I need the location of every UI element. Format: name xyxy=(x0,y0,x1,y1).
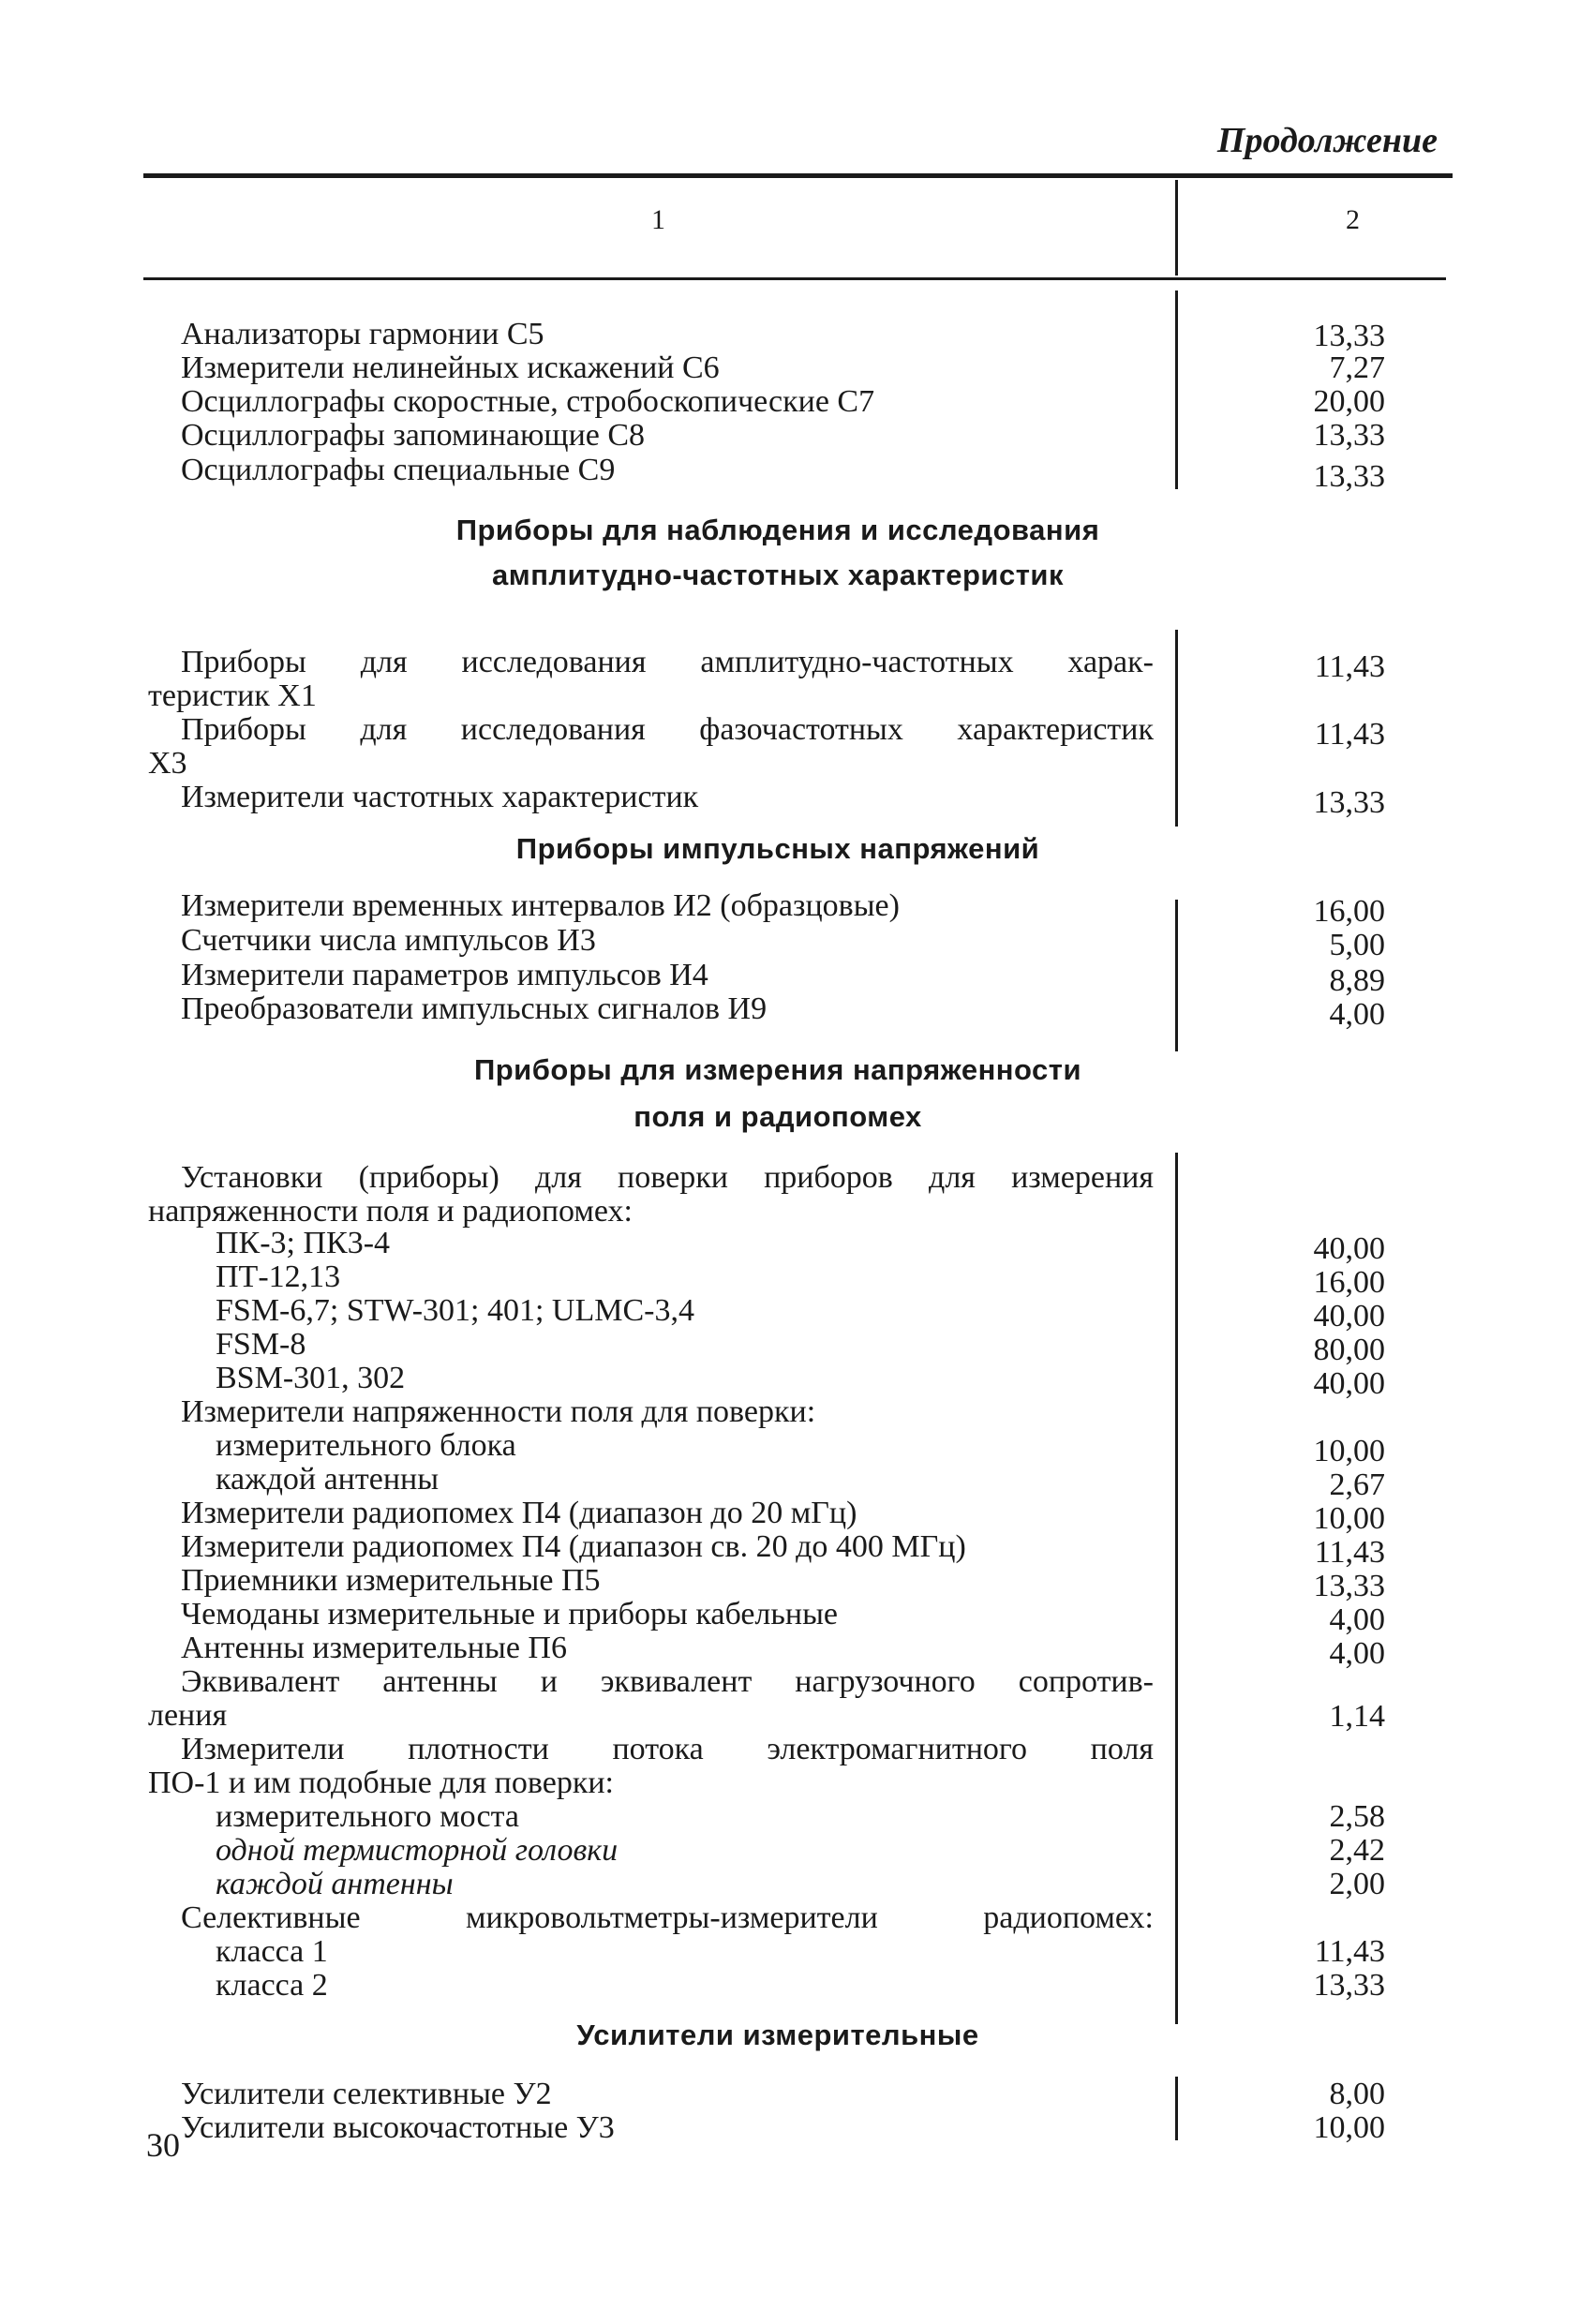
row-text: одной термисторной головки xyxy=(216,1833,619,1868)
row-text: теристик Х1 xyxy=(148,678,317,713)
column-divider xyxy=(1175,1153,1178,2024)
row-value: 2,58 xyxy=(1329,1799,1385,1834)
section-title: амплитудно-частотных характеристик xyxy=(492,559,1064,591)
row-value: 2,42 xyxy=(1329,1833,1385,1868)
row-value: 13,33 xyxy=(1313,319,1385,353)
row-text: Измерители радиопомех П4 (диапазон до 20 мГц) xyxy=(181,1496,857,1530)
row-value: 13,33 xyxy=(1313,785,1385,820)
row-text: FSM-6,7; STW-301; 401; ULMC-3,4 xyxy=(216,1293,694,1328)
row-value: 80,00 xyxy=(1313,1333,1385,1367)
row-value: 13,33 xyxy=(1313,459,1385,494)
row-text: класса 2 xyxy=(216,1968,328,2003)
row-value: 11,43 xyxy=(1314,717,1385,752)
column-header-2: 2 xyxy=(1346,204,1360,235)
row-text: Счетчики числа импульсов И3 xyxy=(181,923,596,958)
top-rule xyxy=(143,173,1453,178)
row-text: Приемники измерительные П5 xyxy=(181,1563,601,1598)
section-title: Приборы импульсных напряжений xyxy=(515,832,1040,865)
row-text: Измерители частотных характеристик xyxy=(181,780,699,814)
row-text: класса 1 xyxy=(216,1934,328,1969)
row-text: Осциллографы запоминающие С8 xyxy=(181,418,646,453)
row-value: 1,14 xyxy=(1329,1699,1385,1734)
row-text: Селективные микровольтметры-измерители радиопомех: xyxy=(181,1900,1154,1935)
row-text: каждой антенны xyxy=(216,1462,440,1497)
row-text: измерительного блока xyxy=(216,1428,516,1463)
row-value: 10,00 xyxy=(1313,1501,1385,1536)
row-value: 4,00 xyxy=(1329,1602,1385,1637)
continuation-label: Продолжение xyxy=(1216,121,1438,160)
row-text: ПК-3; ПК3-4 xyxy=(216,1226,391,1260)
row-text: Измерители плотности потока электромагнитного поля xyxy=(181,1732,1154,1766)
row-text: FSM-8 xyxy=(216,1327,306,1362)
row-value: 13,33 xyxy=(1313,1968,1385,2003)
row-value: 5,00 xyxy=(1329,928,1385,962)
row-text: Осциллографы специальные С9 xyxy=(181,453,616,487)
row-value: 40,00 xyxy=(1313,1299,1385,1333)
column-header-1: 1 xyxy=(651,204,665,235)
row-value: 20,00 xyxy=(1313,384,1385,419)
row-text: ПО-1 и им подобные для поверки: xyxy=(148,1765,614,1800)
row-text: Установки (приборы) для поверки приборов для измерения xyxy=(181,1160,1154,1195)
row-text: BSM-301, 302 xyxy=(216,1361,406,1395)
row-text: Эквивалент антенны и эквивалент нагрузочного сопротив- xyxy=(181,1664,1154,1699)
row-text: Приборы для исследования амплитудно-частотных харак- xyxy=(181,645,1154,679)
row-value: 16,00 xyxy=(1313,1265,1385,1300)
header-rule xyxy=(143,277,1446,280)
row-text: Осциллографы скоростные, стробоскопические С7 xyxy=(181,384,875,419)
row-text: Преобразователи импульсных сигналов И9 xyxy=(181,991,768,1026)
row-text: Измерители напряженности поля для поверки: xyxy=(181,1394,816,1429)
row-text: Х3 xyxy=(148,746,187,781)
row-value: 4,00 xyxy=(1329,1636,1385,1671)
row-value: 13,33 xyxy=(1313,1569,1385,1603)
row-value: 11,43 xyxy=(1314,649,1385,684)
row-value: 11,43 xyxy=(1314,1535,1385,1570)
row-text: ПТ-12,13 xyxy=(216,1259,341,1294)
row-text: Усилители высокочастотные У3 xyxy=(181,2110,615,2145)
section-title: Приборы для наблюдения и исследования xyxy=(455,514,1100,546)
row-text: Анализаторы гармонии С5 xyxy=(181,317,544,351)
row-text: Антенны измерительные П6 xyxy=(181,1631,567,1665)
row-text: Измерители временных интервалов И2 (образцовые) xyxy=(181,888,900,923)
row-value: 13,33 xyxy=(1313,418,1385,453)
row-text: Приборы для исследования фазочастотных характеристик xyxy=(181,712,1154,747)
row-text: Чемоданы измерительные и приборы кабельные xyxy=(181,1597,839,1631)
row-value: 2,00 xyxy=(1329,1867,1385,1901)
row-value: 10,00 xyxy=(1313,1434,1385,1468)
column-divider xyxy=(1175,2077,1178,2140)
page-number: 30 xyxy=(146,2126,180,2164)
row-value: 40,00 xyxy=(1313,1231,1385,1266)
section-title: поля и радиопомех xyxy=(634,1100,922,1133)
column-divider xyxy=(1175,630,1178,827)
section-title: Приборы для измерения напряженности xyxy=(473,1053,1082,1086)
row-text: Измерители радиопомех П4 (диапазон св. 20 до 400 МГц) xyxy=(181,1529,966,1564)
row-value: 4,00 xyxy=(1329,997,1385,1032)
column-divider xyxy=(1175,180,1178,276)
row-value: 10,00 xyxy=(1313,2110,1385,2145)
row-text: каждой антенны xyxy=(216,1867,454,1901)
column-divider xyxy=(1175,290,1178,489)
row-value: 40,00 xyxy=(1313,1366,1385,1401)
section-title: Усилители измерительные xyxy=(576,2019,979,2051)
row-value: 2,67 xyxy=(1329,1467,1385,1502)
row-value: 16,00 xyxy=(1313,894,1385,929)
row-text: напряженности поля и радиопомех: xyxy=(148,1194,633,1229)
row-text: измерительного моста xyxy=(216,1799,519,1834)
row-text: ления xyxy=(148,1698,228,1733)
row-value: 8,89 xyxy=(1329,963,1385,998)
row-value: 11,43 xyxy=(1314,1934,1385,1969)
row-text: Измерители нелинейных искажений С6 xyxy=(181,350,720,385)
row-value: 8,00 xyxy=(1329,2077,1385,2111)
row-text: Измерители параметров импульсов И4 xyxy=(181,958,708,992)
row-text: Усилители селективные У2 xyxy=(181,2077,552,2111)
row-value: 7,27 xyxy=(1329,350,1385,385)
column-divider xyxy=(1175,900,1178,1051)
